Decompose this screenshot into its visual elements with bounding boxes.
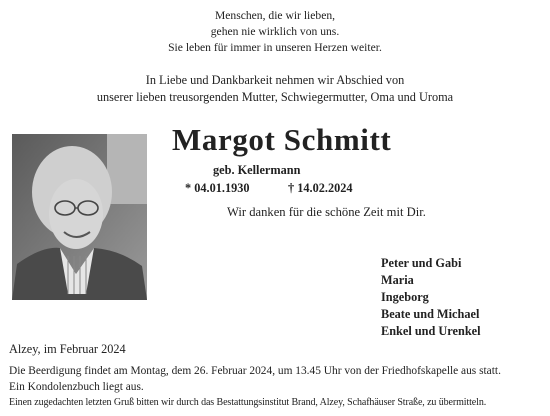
family-list [381, 255, 481, 340]
flowers-note: Einen zugedachten letzten Gruß bitten wir durch das Bestattungsinstitut Brand, Alzey, Schafhäuser Straße, zu übermitteln. [9, 397, 487, 408]
funeral-line: Ein Kondolenzbuch liegt aus. [9, 380, 144, 393]
thanks-line: Wir danken für die schöne Zeit mit Dir. [227, 205, 426, 219]
family-member: Enkel und Urenkel [381, 324, 481, 338]
funeral-details [9, 364, 501, 395]
place-and-date: Alzey, im Februar 2024 [9, 342, 126, 356]
portrait-image [12, 134, 147, 300]
family-member: Ingeborg [381, 290, 429, 304]
farewell-line: unserer lieben treusorgenden Mutter, Schwiegermutter, Oma und Uroma [96, 90, 454, 104]
farewell-text [0, 72, 550, 106]
family-member: Peter und Gabi [381, 256, 462, 270]
portrait-photo [12, 134, 147, 300]
memorial-poem [0, 8, 550, 56]
death-date: † 14.02.2024 [288, 181, 353, 195]
poem-line: Menschen, die wir lieben, [214, 9, 336, 22]
birth-date: * 04.01.1930 [185, 181, 250, 195]
family-member: Beate und Michael [381, 307, 480, 321]
poem-line: gehen nie wirklich von uns. [210, 25, 340, 38]
family-member: Maria [381, 273, 414, 287]
farewell-line: In Liebe und Dankbarkeit nehmen wir Abschied von [145, 73, 405, 87]
maiden-name: geb. Kellermann [213, 163, 301, 177]
deceased-name: Margot Schmitt [172, 122, 392, 157]
funeral-line: Die Beerdigung findet am Montag, dem 26. Februar 2024, um 13.45 Uhr von der Friedhofskapelle aus statt. [9, 365, 501, 377]
poem-line: Sie leben für immer in unseren Herzen weiter. [168, 41, 382, 54]
